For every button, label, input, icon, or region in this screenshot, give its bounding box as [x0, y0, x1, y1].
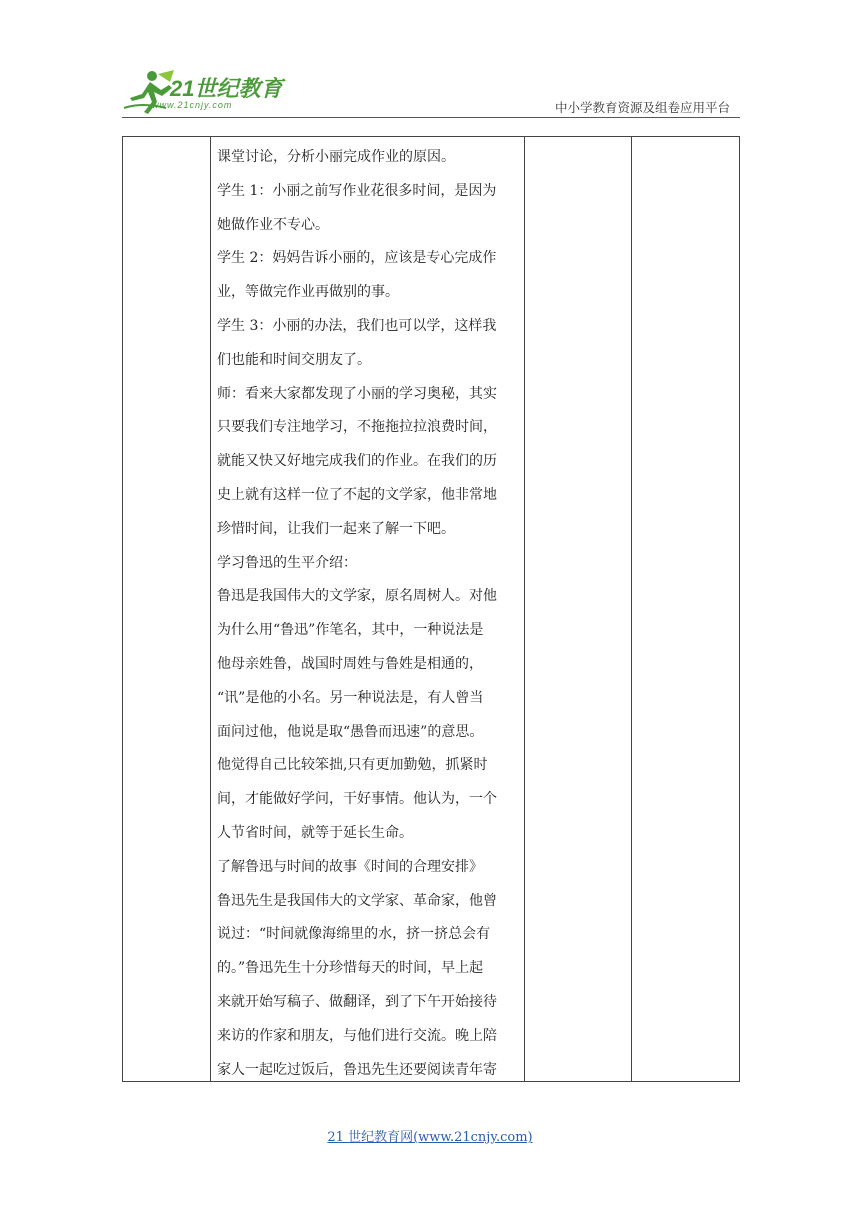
- text-line: 面问过他，他说是取“愚鲁而迅速”的意思。: [217, 723, 484, 740]
- text-line: 们也能和时间交朋友了。: [217, 351, 371, 368]
- platform-title: 中小学教育资源及组卷应用平台: [554, 100, 730, 115]
- column-divider: [524, 137, 525, 1081]
- text-line: 业，等做完作业再做别的事。: [217, 284, 399, 301]
- lesson-table: [122, 136, 740, 1082]
- text-line: 说过：“时间就像海绵里的水，挤一挤总会有: [217, 926, 491, 943]
- text-line: 珍惜时间，让我们一起来了解一下吧。: [217, 520, 455, 537]
- text-line: 来就开始写稿子、做翻译，到了下午开始接待: [217, 993, 497, 1010]
- text-line: 史上就有这样一位了不起的文学家，他非常地: [217, 486, 497, 503]
- text-line: 家人一起吃过饭后，鲁迅先生还要阅读青年寄: [217, 1061, 497, 1078]
- text-line: 间，才能做好学问，干好事情。他认为，一个: [217, 791, 497, 808]
- header-divider: [122, 117, 740, 118]
- text-line: 就能又快又好地完成我们的作业。在我们的历: [217, 453, 497, 470]
- column-divider: [210, 137, 211, 1081]
- footer-link[interactable]: 21 世纪教育网(www.21cnjy.com): [327, 1130, 533, 1145]
- lesson-content-cell: [217, 141, 523, 1087]
- text-line: 的。”鲁迅先生十分珍惜每天的时间，早上起: [217, 960, 484, 977]
- text-line: 为什么用“鲁迅”作笔名，其中，一种说法是: [217, 622, 484, 639]
- text-line: 来访的作家和朋友，与他们进行交流。晚上陪: [217, 1027, 497, 1044]
- page-footer: [0, 1126, 860, 1145]
- text-line: 她做作业不专心。: [217, 216, 329, 233]
- text-line: 他觉得自己比较笨拙,只有更加勤勉，抓紧时: [217, 757, 488, 774]
- text-line: 学生 2：妈妈告诉小丽的，应该是专心完成作: [217, 250, 497, 267]
- logo-text: 21世纪教育: [170, 76, 283, 101]
- text-line: 课堂讨论，分析小丽完成作业的原因。: [217, 149, 455, 165]
- text-line: 学习鲁迅的生平介绍：: [217, 554, 357, 571]
- column-divider: [631, 137, 632, 1081]
- text-line: 师：看来大家都发现了小丽的学习奥秘，其实: [217, 385, 497, 402]
- text-line: 他母亲姓鲁，战国时周姓与鲁姓是相通的，: [217, 655, 483, 672]
- text-line: “讯”是他的小名。另一种说法是，有人曾当: [217, 689, 484, 706]
- text-line: 学生 3：小丽的办法，我们也可以学，这样我: [217, 317, 497, 334]
- text-line: 了解鲁迅与时间的故事《时间的合理安排》: [217, 858, 483, 875]
- logo: [122, 64, 302, 120]
- text-line: 人节省时间，就等于延长生命。: [217, 824, 413, 841]
- logo-url: www.21cnjy.com: [152, 100, 233, 110]
- text-line: 只要我们专注地学习，不拖拖拉拉浪费时间，: [217, 419, 497, 436]
- text-line: 学生 1：小丽之前写作业花很多时间，是因为: [217, 182, 497, 199]
- text-line: 鲁迅是我国伟大的文学家，原名周树人。对他: [217, 588, 497, 605]
- text-line: 鲁迅先生是我国伟大的文学家、革命家，他曾: [217, 892, 497, 909]
- page-header: [122, 64, 740, 120]
